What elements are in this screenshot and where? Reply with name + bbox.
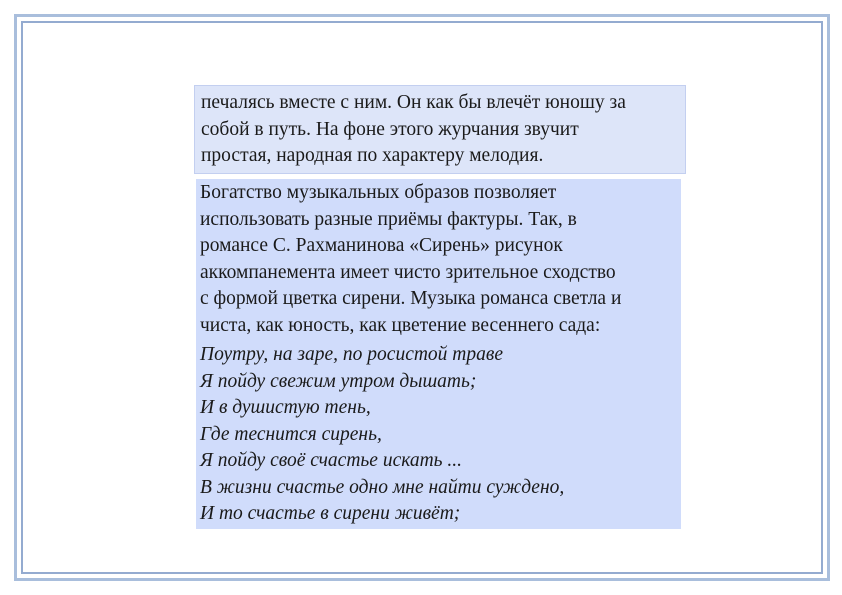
poem-line: И в душистую тень, — [200, 397, 371, 418]
text-line: чиста, как юность, как цветение весеннего сада: — [200, 314, 601, 336]
poem-line: Я пойду своё счастье искать ... — [200, 450, 463, 471]
text-line: с формой цветка сирени. Музыка романса светла и — [200, 288, 622, 309]
intro-paragraph — [200, 180, 677, 339]
poem-line: Поутру, на заре, по росистой траве — [200, 344, 504, 365]
text-line: романсе С. Рахманинова «Сирень» рисунок — [200, 235, 563, 256]
text-line: Богатство музыкальных образов позволяет — [200, 182, 557, 203]
poem-line: И то счастье в сирени живёт; — [200, 503, 461, 524]
poem-line: Где теснится сирень, — [200, 423, 382, 445]
poem-line: В жизни счастье одно мне найти суждено, — [200, 476, 565, 498]
text-box-continuation — [194, 85, 686, 174]
text-line: аккомпанемента имеет чисто зрительное сходство — [200, 261, 616, 283]
poem-line: Я пойду свежим утром дышать; — [200, 370, 477, 392]
text-line: использовать разные приёмы фактуры. Так, в — [200, 208, 577, 230]
continuation-paragraph — [201, 90, 677, 170]
text-line: собой в путь. На фоне этого журчания звучит — [201, 118, 579, 140]
text-line: простая, народная по характеру мелодия. — [201, 145, 544, 166]
poem-quote — [200, 342, 677, 528]
text-box-main — [196, 179, 681, 529]
text-line: печалясь вместе с ним. Он как бы влечёт юношу за — [201, 92, 626, 113]
